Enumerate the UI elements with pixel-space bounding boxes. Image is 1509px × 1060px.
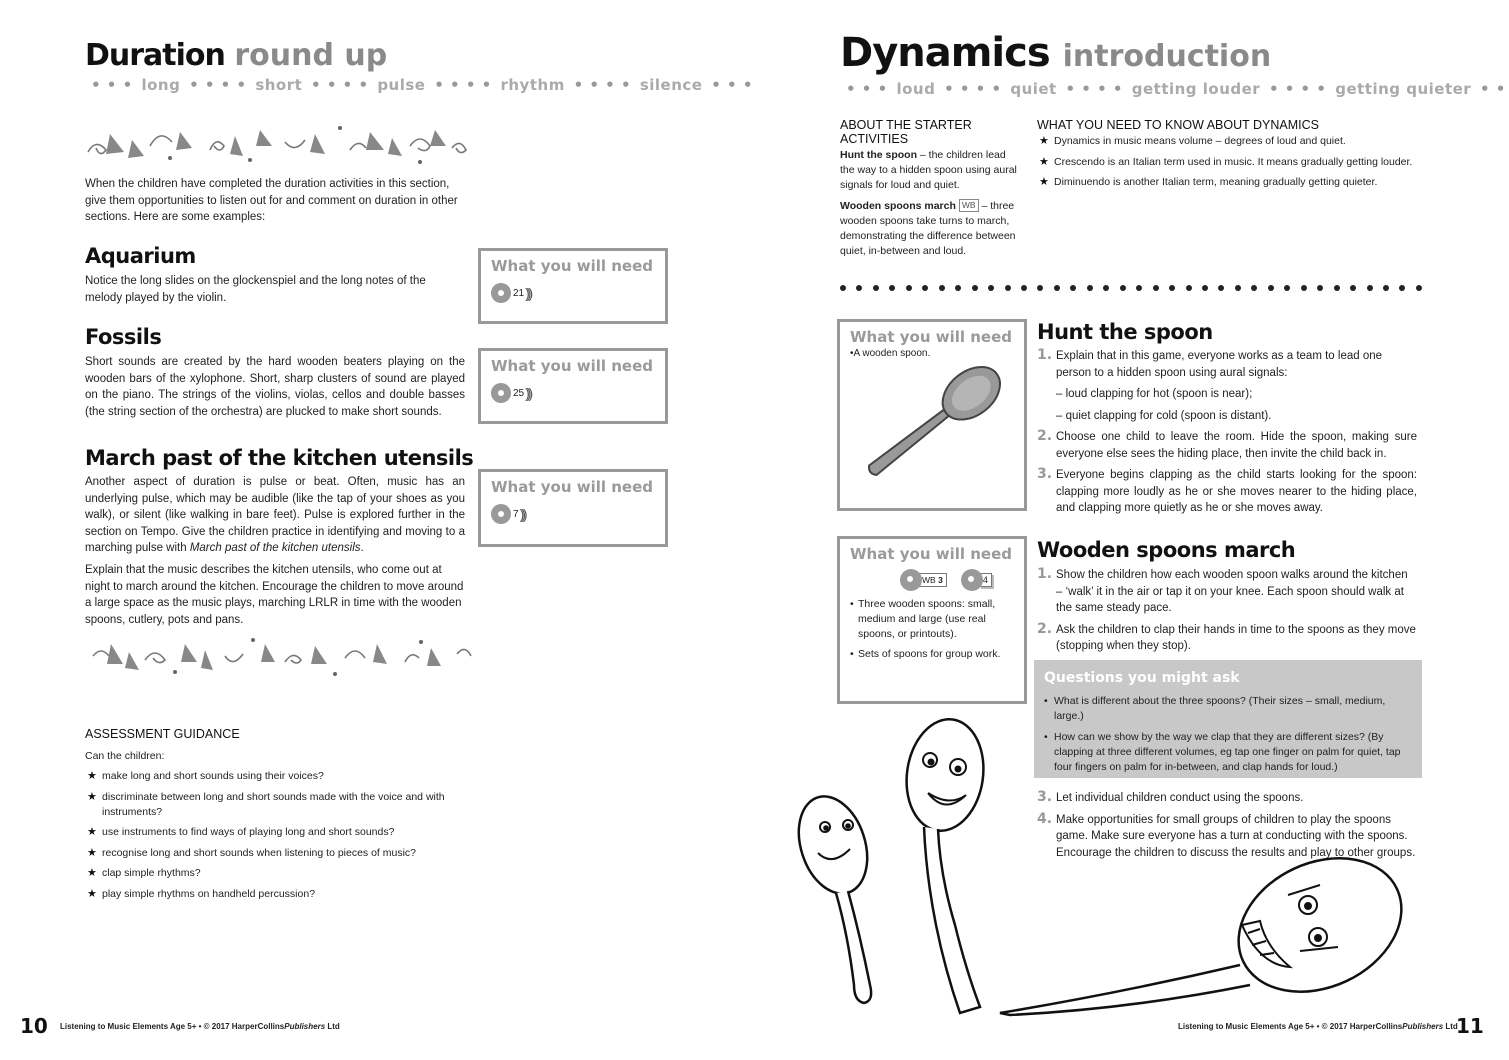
cd-track [491,283,530,303]
list-item: ★ recognise long and short sounds when listening to pieces of music? [87,846,417,859]
list-item: 1. Explain that in this game, everyone works as a team to lead one person to a hidden spoon using aural signals: [1037,347,1383,379]
starter-item-march: Wooden spoons march WB – three wooden spoons take turns to march, demonstrating the difference between quiet, in-between and loud. [840,200,1016,257]
page-number: 10 [20,1014,48,1038]
list-item: • What is different about the three spoons? (Their sizes – small, medium, large.) [1044,694,1412,724]
star-bullet-icon: ★ [87,826,97,838]
page-title: Dynamics introduction [840,30,1272,76]
list-item: • How can we show by the way we clap that they are different sizes? (By clapping at three different volumes, eg tap one finger on palm for quiet, tap four fingers on palm for in-between, and clap hands for loud.) [1044,730,1412,775]
need-to-know-list [1037,134,1437,190]
what-you-need-box [837,536,1027,704]
list-item: 2. Choose one child to leave the room. Hide the spoon, making sure everyone else sees the hiding place, then invite the child back in. [1037,428,1417,460]
assessment-list [85,769,485,902]
page-number: 11 [1456,1014,1484,1038]
aquarium-text: Notice the long slides on the glockenspiel and the long notes of the melody played by the violin. [85,275,426,304]
questions-title: Questions you might ask [1044,670,1240,686]
march-past-text-a: Another aspect of duration is pulse or beat. Often, music has an underlying pulse, which may be audible (like the tap of your shoes as you walk), or silent (like walking in bare feet). Pulse is explored further in the section on Tempo. Give the children practice in identifying and moving to a marching pulse with March past of the kitchen utensils. [85,476,465,554]
assessment-heading: ASSESSMENT GUIDANCE [85,727,240,741]
page-title: Duration round up [85,38,388,73]
star-bullet-icon: ★ [1039,155,1049,168]
need-box-title: What you will need [850,545,1012,563]
what-you-need-box [478,248,668,324]
assessment-guidance [85,727,485,907]
cd-icon [491,383,511,403]
keyword-strip: • • • long • • • • short • • • • pulse • • • • rhythm • • • • silence • • • [91,76,753,94]
list-item: ★ play simple rhythms on handheld percussion? [87,887,316,900]
dash-item: – quiet clapping for cold (spoon is distant). [1056,409,1272,422]
cd-track-number: 7 [513,508,519,520]
list-item: 2. Ask the children to clap their hands in time to the spoons as they move (stopping when they stop). [1037,620,1416,652]
section-heading-wooden-spoons-march: Wooden spoons march [1037,538,1296,562]
march-steps [1037,567,1417,660]
what-you-need-box [837,319,1027,511]
sound-waves-icon: ))) [525,385,531,401]
resource-icons [900,569,1014,591]
starter-heading-line2: ACTIVITIES [840,132,909,146]
keyword-strip: • • • loud • • • • quiet • • • • getting louder • • • • getting quieter • • [846,80,1506,98]
list-item: ★ Crescendo is an Italian term used in music. It means gradually getting louder. [1039,155,1413,168]
what-you-need-box [478,348,668,424]
starter-heading: ABOUT THE STARTER [840,118,972,132]
copy-pages-icon: 4 [979,573,992,587]
list-item: • Sets of spoons for group work. [850,648,1001,660]
need-to-know [1037,118,1437,196]
dotted-divider [840,285,1422,291]
list-item: ★ discriminate between long and short sounds made with the voice and with instruments? [87,790,445,818]
list-item: ★ clap simple rhythms? [87,867,201,879]
list-item: 3. Everyone begins clapping as the child starts looking for the spoon: clapping more loudly as he or she moves nearer to the hiding place, and clapping more quietly as he or she moves away. [1037,466,1417,514]
need-box-title: What you will need [850,328,1012,346]
fossils-text: Short sounds are created by the hard wooden beaters playing on the wooden bars of the xylophone. Short, sharp clusters of sound are played on the piano. The strings of the violins, violas, cellos and double basses (the string section of the orchestra) are plucked to make short sounds. [85,356,465,418]
list-item: 1. Show the children how each wooden spoon walks around the kitchen – ‘walk’ it in the air or tap it on your knee. Each spoon should walk at the same steady pace. [1037,566,1408,614]
list-item: ★ use instruments to find ways of playing long and short sounds? [87,826,395,838]
cd-track-number: 21 [513,287,525,299]
star-bullet-icon: ★ [87,846,97,859]
need-box-title: What you will need [491,257,653,275]
sound-waves-icon: ))) [519,506,525,522]
cd-resource [961,569,992,591]
dash-item: – loud clapping for hot (spoon is near); [1056,388,1253,400]
sound-waves-icon: ))) [525,285,531,301]
cd-track [491,504,525,524]
decorative-swirl-border [80,122,475,166]
cd-icon [900,569,922,591]
need-items [850,597,1014,662]
star-bullet-icon: ★ [87,887,97,900]
section-heading-march-past: March past of the kitchen utensils [85,446,474,470]
section-heading-hunt-the-spoon: Hunt the spoon [1037,320,1213,344]
need-item: •A wooden spoon. [850,348,931,359]
list-item: 4. Make opportunities for small groups of children to play the spoons game. Make sure everyone has a turn at conducting with the spoons. Encourage the children to discuss the results and play to other groups. [1037,810,1416,859]
footer-copyright: Listening to Music Elements Age 5+ • © 2017 HarperCollinsPublishers Ltd [1178,1022,1458,1031]
workbook-badge: WB 3 [918,573,947,587]
workbook-resource [900,569,947,591]
cd-icon [491,283,511,303]
section-heading-fossils: Fossils [85,325,162,349]
star-bullet-icon: ★ [87,867,97,879]
cd-icon [961,569,983,591]
decorative-swirl-border [85,634,480,678]
what-you-need-box [478,469,668,547]
list-item: ★ Dynamics in music means volume – degrees of loud and quiet. [1039,135,1346,147]
cd-icon [491,504,511,524]
hunt-steps [1037,348,1417,522]
starter-item-hunt: Hunt the spoon – the children lead the way to a hidden spoon using aural signals for loud and quiet. [840,149,1017,191]
spoon-characters-illustration [790,715,1440,1015]
star-bullet-icon: ★ [87,770,97,782]
section-heading-aquarium: Aquarium [85,244,196,268]
need-box-title: What you will need [491,478,653,496]
march-past-text-b: Explain that the music describes the kitchen utensils, who come out at night to march around the kitchen. Encourage the children to move around a large space as the music plays, marching LRLR in time with the wooden spoons, cutlery, pots and pans. [85,564,464,626]
list-item: ★ make long and short sounds using their voices? [87,770,324,782]
starter-activities [840,118,1018,259]
footer-copyright: Listening to Music Elements Age 5+ • © 2017 HarperCollinsPublishers Ltd [60,1022,340,1031]
need-box-title: What you will need [491,357,653,375]
wooden-spoon-illustration [850,363,1020,493]
star-bullet-icon: ★ [1039,135,1049,147]
intro-paragraph: When the children have completed the duration activities in this section, give them opportunities to listen out for and comment on duration in other sections. Here are some examples: [85,178,458,223]
list-item: ★ Diminuendo is another Italian term, meaning gradually getting quieter. [1039,176,1378,188]
list-item: • Three wooden spoons: small, medium and large (use real spoons, or printouts). [850,598,996,640]
cd-track [491,383,530,403]
assessment-lead: Can the children: [85,750,165,762]
workbook-badge: WB [959,199,979,212]
star-bullet-icon: ★ [87,790,97,803]
list-item: 3. Let individual children conduct using the spoons. [1037,789,1304,805]
cd-track-number: 25 [513,387,525,399]
need-to-know-heading: WHAT YOU NEED TO KNOW ABOUT DYNAMICS [1037,118,1319,132]
star-bullet-icon: ★ [1039,176,1049,188]
